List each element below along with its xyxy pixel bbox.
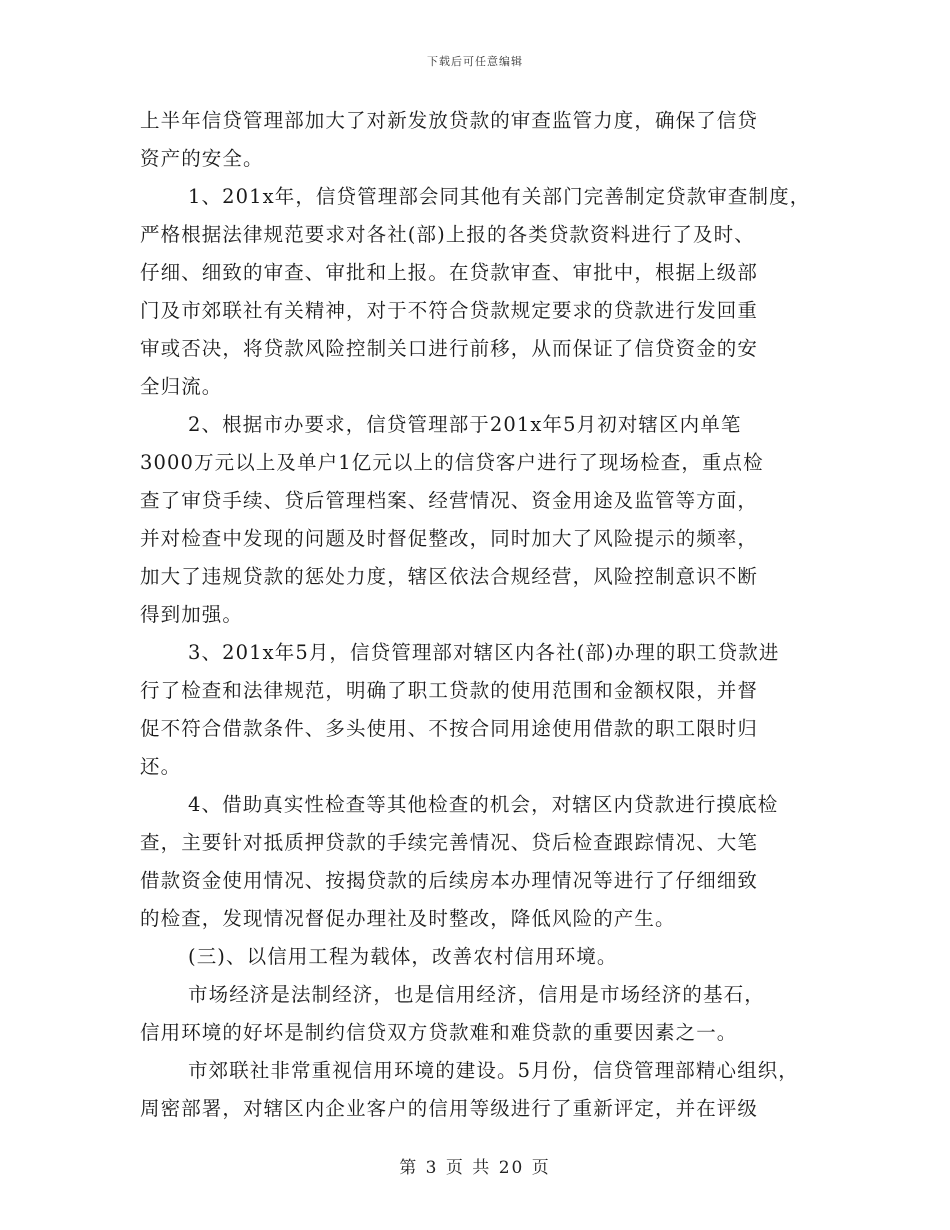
text-line-24: 市场经济是法制经济，也是信用经济，信用是市场经济的基石， — [188, 983, 765, 1006]
text-line-25: 信用环境的好坏是制约信贷双方贷款难和难贷款的重要因素之一。 — [140, 1021, 738, 1044]
text-line-3: 1、201x年，信贷管理部会同其他有关部门完善制定贷款审查制度， — [188, 185, 811, 208]
text-line-13: 加大了违规贷款的惩处力度，辖区依法合规经营，风险控制意识不断 — [140, 565, 759, 588]
text-line-12: 并对检查中发现的问题及时督促整改，同时加大了风险提示的频率， — [140, 527, 759, 550]
text-line-9: 2、根据市办要求，信贷管理部于201x年5月初对辖区内单笔 — [188, 413, 742, 436]
text-line-27: 周密部署，对辖区内企业客户的信用等级进行了重新评定，并在评级 — [140, 1097, 759, 1120]
text-line-19: 4、借助真实性检查等其他检查的机会，对辖区内贷款进行摸底检 — [188, 793, 779, 816]
text-line-17: 促不符合借款条件、多头使用、不按合同用途使用借款的职工限时归 — [140, 717, 759, 740]
page-header: 下载后可任意编辑 — [427, 55, 523, 68]
text-line-23: (三)、以信用工程为载体，改善农村信用环境。 — [188, 945, 618, 968]
text-line-4: 严格根据法律规范要求对各社(部)上报的各类贷款资料进行了及时、 — [140, 223, 755, 246]
text-line-1: 上半年信贷管理部加大了对新发放贷款的审查监管力度，确保了信贷 — [140, 109, 759, 132]
text-line-22: 的检查，发现情况督促办理社及时整改，降低风险的产生。 — [140, 907, 676, 930]
text-line-26: 市郊联社非常重视信用环境的建设。5月份，信贷管理部精心组织， — [188, 1059, 799, 1082]
text-line-6: 门及市郊联社有关精神，对于不符合贷款规定要求的贷款进行发回重 — [140, 299, 759, 322]
text-line-15: 3、201x年5月，信贷管理部对辖区内各社(部)办理的职工贷款进 — [188, 641, 780, 664]
text-line-18: 还。 — [140, 755, 182, 778]
page-footer: 第 3 页 共 20 页 — [399, 1158, 551, 1178]
text-line-21: 借款资金使用情况、按揭贷款的后续房本办理情况等进行了仔细细致 — [140, 869, 759, 892]
text-line-5: 仔细、细致的审查、审批和上报。在贷款审查、审批中，根据上级部 — [140, 261, 759, 284]
text-line-16: 行了检查和法律规范，明确了职工贷款的使用范围和金额权限，并督 — [140, 679, 759, 702]
text-line-14: 得到加强。 — [140, 603, 244, 626]
text-line-8: 全归流。 — [140, 375, 223, 398]
text-line-20: 查，主要针对抵质押贷款的手续完善情况、贷后检查跟踪情况、大笔 — [140, 831, 759, 854]
text-line-7: 审或否决，将贷款风险控制关口进行前移，从而保证了信贷资金的安 — [140, 337, 759, 360]
text-line-2: 资产的安全。 — [140, 147, 264, 170]
text-line-10: 3000万元以上及单户1亿元以上的信贷客户进行了现场检查，重点检 — [140, 451, 764, 474]
text-line-11: 查了审贷手续、贷后管理档案、经营情况、资金用途及监管等方面， — [140, 489, 759, 512]
